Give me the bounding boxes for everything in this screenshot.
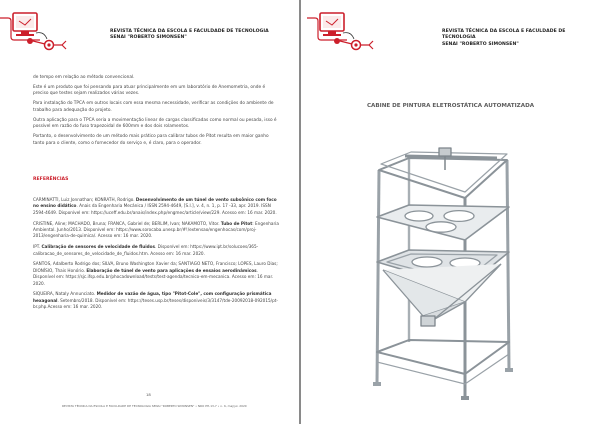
reference-authors: IPT. [33, 244, 42, 250]
reference-details: . Setembro/2018. Disponível em: https://teses.usp.br/teses/disponiveis/3/3147/tde-20092018-092015/pt-br.php.Acesso em: 16 mar. 2020. [33, 297, 278, 310]
reference-title: Medidor de vazão de água, tipo "Pitot-Cole", com configuração prismática hexagonal [33, 291, 272, 303]
paragraph: Para instalação do TPCA em outros locais com essa mesma necessidade, verificar as condições do ambiente de trabalho para adequação do projeto. [33, 101, 274, 113]
reference-item [33, 221, 279, 240]
references-heading: REFERÊNCIAS [33, 177, 69, 182]
paragraph: Outra aplicação para o TPCA seria a movimentação linear de cargas classificadas como normal ou pesada, isso é possível em razão do fuso trapezoidal de 600mm e dos dois rolamentos. [33, 117, 277, 130]
reference-title: Calibração de sensores de velocidade de fluidos [41, 244, 156, 250]
reference-item [33, 261, 279, 287]
reference-authors: CRISTINE, Aline; MACHADO, Bruna; FRANCA, Gabriel de; BERLIM, Ivan; NAKAMOTO, Vitor. [33, 220, 221, 226]
header-line-1: REVISTA TÉCNICA DA ESCOLA E FACULDADE DE TECNOLOGIA [110, 29, 269, 34]
reference-authors: SIQUEIRA, Nataly Annunciato. [33, 291, 97, 297]
header-line-1: REVISTA TÉCNICA DA ESCOLA E FACULDADE DE TECNOLOGIA [442, 29, 566, 41]
paragraph: Este é um produto que foi pensando para atuar principalmente em um laboratório de Anemometria, onde é preciso que testes sejam realizados várias vezes. [33, 85, 266, 97]
header-line-2: SENAI "ROBERTO SIMONSEN" [442, 41, 519, 47]
reference-details: . Anais da Engenharia Mecânica / ISSN 2594-4649, [S.l.], v. 4, n. 1, p. 17 -33, apr. 2019. ISSN 2594-4649. Disponível em: https://uceff.edu.br/anais/index.php/engmec/article/view/229. Acesso em: 16 mar. 2020. [33, 203, 277, 215]
references-list [33, 197, 279, 315]
reference-details: : Engenharia Ambiental. Junho/2013. Disponível em: https://www.sorocaba.unesp.br/#!/extensao/engenhocas/com/proj-2013/engenharia-de-quimica/. Acesso em: 16 mar. 2020. [33, 220, 279, 239]
left-page [0, 0, 299, 424]
page-footer: REVISTA TÉCNICA DA ESCOLA E FACULDADE DE TECNOLOGIA SENAI "ROBERTO SIMONSEN" • NRO PH-13-7 • n. 6, maj/jul. 2020 [62, 404, 247, 408]
journal-header [110, 29, 269, 42]
figure-title: CABINE DE PINTURA ELETROSTÁTICA AUTOMATIZADA [366, 103, 535, 109]
reference-item [33, 244, 279, 257]
reference-title: Tubo de Pitot [220, 220, 253, 226]
journal-logo-icon [307, 7, 393, 55]
reference-item [33, 197, 279, 216]
paragraph: Portanto, o desenvolvimento de um método mais prático para calibrar tubos de Pitot resulta em maior ganho tanto para o cliente, como o fornecedor do serviço e, é claro, para o operador. [33, 134, 269, 146]
reference-title: Desenvolvimento de um túnel de vento subsônico com foco no ensino didático [33, 197, 277, 209]
reference-authors: SANTOS, Adalberto Rodrigo dos; SILVA, Bruno Washington Xavier da; SANTIAGO NETO, Francisco; LOPES, Lauro Dias; DIONÍSIO, Thais Honório. [33, 261, 278, 273]
reference-details: . Disponível em: https://www.ipt.br/solucoes/365-calibracao_de_sensores_de_velocidade_de_fluidos.htm. Acesso em: 16 mar. 2020. [33, 244, 259, 256]
reference-authors: CARMINATTI, Luiz Jonnathan; KONRATH, Rodrigo. [33, 197, 136, 202]
journal-header [442, 29, 600, 48]
header-line-2: SENAI "ROBERTO SIMONSEN" [110, 35, 187, 41]
journal-logo-icon [0, 7, 86, 55]
page-number: 18 [146, 392, 151, 397]
right-page [301, 0, 600, 424]
paragraph: de tempo em relação ao método convencional. [33, 75, 135, 80]
reference-details: . Disponível em: https://sjc.ifsp.edu.br/phocadownload/tests/test-agenda/tecnico-em-mecanica. Acesso em: 16 mar. 2020. [33, 267, 274, 286]
body-text [33, 75, 279, 151]
reference-item [33, 291, 279, 310]
painting-booth-drawing [347, 112, 537, 402]
reference-title: Elaboração de túnel de vento para aplicações de ensaios aerodinâmicos [86, 267, 257, 273]
